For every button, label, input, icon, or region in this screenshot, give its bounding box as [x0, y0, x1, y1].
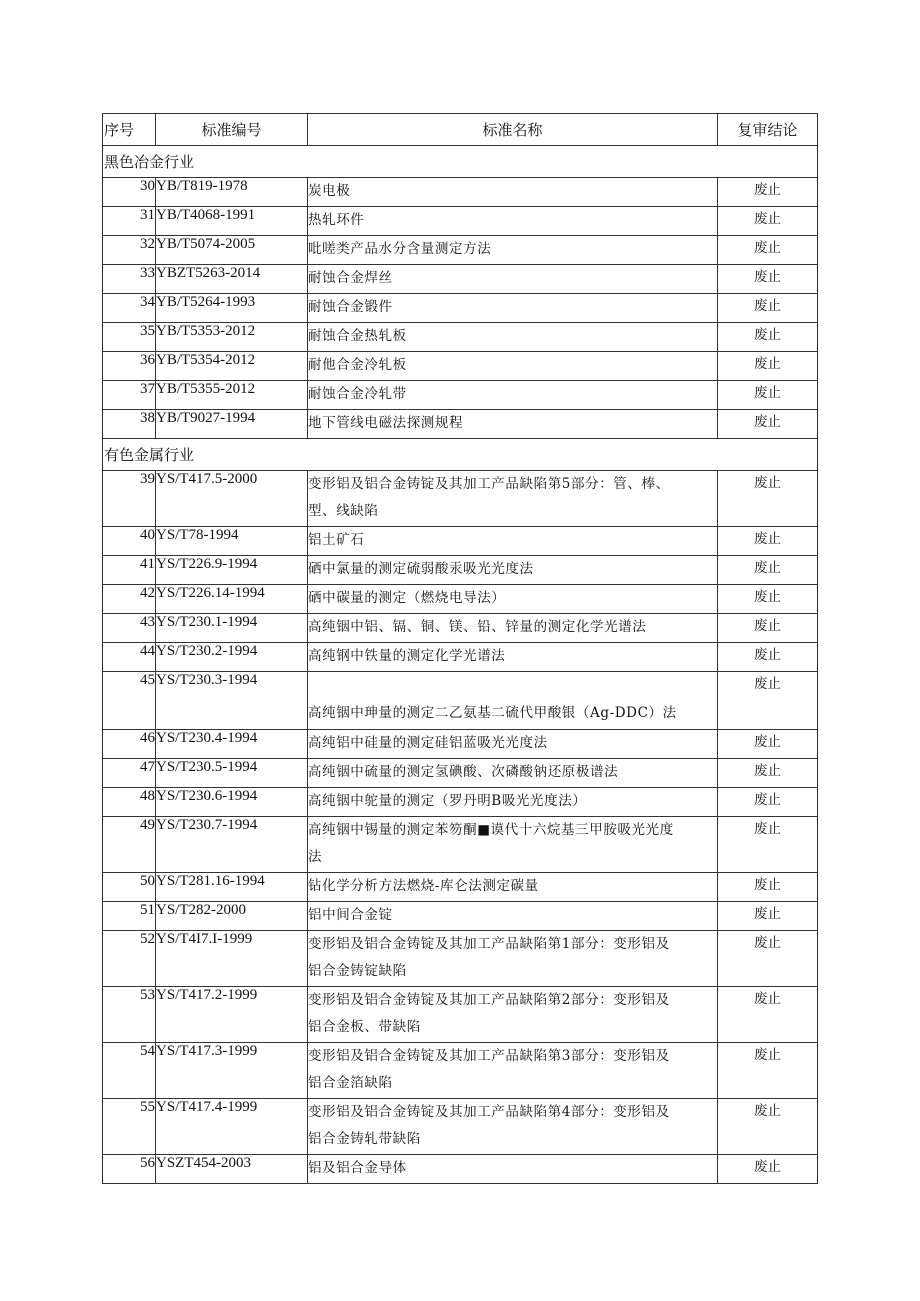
table-row — [103, 381, 818, 410]
standard-name-line: 型、线缺陷 — [308, 503, 379, 519]
standard-code-cell: YS/T78-1994 — [156, 527, 308, 556]
serial-number-cell: 36 — [103, 352, 156, 381]
serial-number-cell: 38 — [103, 410, 156, 439]
table-row — [103, 788, 818, 817]
standard-name-cell: 耐蚀合金热轧板 — [308, 323, 718, 352]
standard-code-cell: YB/T5264-1993 — [156, 294, 308, 323]
standard-code-cell: YSZT454-2003 — [156, 1155, 308, 1184]
standard-name-line: 铝合金箔缺陷 — [308, 1075, 393, 1091]
serial-number-cell: 41 — [103, 556, 156, 585]
serial-number-cell: 40 — [103, 527, 156, 556]
standard-code-cell: YB/T5355-2012 — [156, 381, 308, 410]
review-conclusion-cell: 废止 — [718, 614, 818, 643]
standard-name-cell: 高纯铟中硫量的测定氢碘酸、次磷酸钠还原极谱法 — [308, 759, 718, 788]
standard-name-cell: 热轧环件 — [308, 207, 718, 236]
standard-name-cell: 铝及铝合金导体 — [308, 1155, 718, 1184]
standard-name-cell — [308, 987, 718, 1043]
standard-name-cell — [308, 471, 718, 527]
serial-number-cell: 34 — [103, 294, 156, 323]
review-conclusion-cell: 废止 — [718, 207, 818, 236]
standard-code-cell: YB/T4068-1991 — [156, 207, 308, 236]
standard-name-cell: 高纯铝中硅量的测定硅铝蓝吸光光度法 — [308, 730, 718, 759]
standard-name-line: 铝合金板、带缺陷 — [308, 1019, 421, 1035]
review-conclusion-cell: 废止 — [718, 1099, 818, 1155]
table-row — [103, 1099, 818, 1155]
section-row — [103, 439, 818, 471]
standard-name-cell: 硒中碳量的测定（燃烧电导法） — [308, 585, 718, 614]
standards-review-table — [102, 113, 818, 1184]
standard-code-cell: YS/T230.5-1994 — [156, 759, 308, 788]
standard-name-line: 法 — [308, 849, 323, 865]
standard-code-cell: YS/T281.16-1994 — [156, 873, 308, 902]
standard-name-cell: 耐蚀合金锻件 — [308, 294, 718, 323]
serial-number-cell: 46 — [103, 730, 156, 759]
table-row — [103, 643, 818, 672]
review-conclusion-cell: 废止 — [718, 759, 818, 788]
review-conclusion-cell: 废止 — [718, 381, 818, 410]
review-conclusion-cell: 废止 — [718, 730, 818, 759]
serial-number-cell: 48 — [103, 788, 156, 817]
table-row — [103, 585, 818, 614]
standard-name-line: 变形铝及铝合金铸锭及其加工产品缺陷第5部分：管、棒、 — [308, 476, 670, 492]
table-row — [103, 730, 818, 759]
table-row — [103, 556, 818, 585]
review-conclusion-cell: 废止 — [718, 352, 818, 381]
standard-name-cell: 高纯钢中铁量的测定化学光谱法 — [308, 643, 718, 672]
standard-code-cell: YBZT5263-2014 — [156, 265, 308, 294]
review-conclusion-cell: 废止 — [718, 817, 818, 873]
review-conclusion-cell: 废止 — [718, 1155, 818, 1184]
serial-number-cell: 31 — [103, 207, 156, 236]
standard-code-cell: YS/T230.3-1994 — [156, 672, 308, 730]
standard-code-cell: YS/T230.7-1994 — [156, 817, 308, 873]
standard-name-line: 铝合金铸锭缺陷 — [308, 963, 407, 979]
table-row — [103, 759, 818, 788]
table-row — [103, 527, 818, 556]
table-row — [103, 672, 818, 730]
standard-code-cell: YS/T417.4-1999 — [156, 1099, 308, 1155]
table-row — [103, 902, 818, 931]
serial-number-cell: 42 — [103, 585, 156, 614]
standard-name-cell — [308, 931, 718, 987]
standard-code-cell: YS/T230.1-1994 — [156, 614, 308, 643]
review-conclusion-cell: 废止 — [718, 236, 818, 265]
standard-name-cell: 耐蚀合金冷轧带 — [308, 381, 718, 410]
standard-name-cell: 高纯铟中珅量的测定二乙氨基二硫代甲酸银（Ag-DDC）法 — [308, 672, 718, 730]
serial-number-cell: 53 — [103, 987, 156, 1043]
section-title: 黑色冶金行业 — [103, 146, 818, 178]
serial-number-cell: 33 — [103, 265, 156, 294]
serial-number-cell: 52 — [103, 931, 156, 987]
standard-code-cell: YB/T5354-2012 — [156, 352, 308, 381]
serial-number-cell: 44 — [103, 643, 156, 672]
review-conclusion-cell: 废止 — [718, 323, 818, 352]
header-standard-code: 标准编号 — [156, 114, 308, 146]
standard-code-cell: YS/T230.4-1994 — [156, 730, 308, 759]
standard-name-cell: 耐他合金冷轧板 — [308, 352, 718, 381]
serial-number-cell: 30 — [103, 178, 156, 207]
serial-number-cell: 43 — [103, 614, 156, 643]
review-conclusion-cell: 废止 — [718, 471, 818, 527]
table-row — [103, 931, 818, 987]
review-conclusion-cell: 废止 — [718, 556, 818, 585]
serial-number-cell: 32 — [103, 236, 156, 265]
section-title: 有色金属行业 — [103, 439, 818, 471]
table-row — [103, 236, 818, 265]
standard-name-line: 变形铝及铝合金铸锭及其加工产品缺陷第4部分：变形铝及 — [308, 1104, 670, 1120]
table-row — [103, 178, 818, 207]
standard-name-line: 变形铝及铝合金铸锭及其加工产品缺陷第1部分：变形铝及 — [308, 936, 670, 952]
review-conclusion-cell: 废止 — [718, 931, 818, 987]
section-row — [103, 146, 818, 178]
serial-number-cell: 49 — [103, 817, 156, 873]
serial-number-cell: 50 — [103, 873, 156, 902]
standard-name-cell: 耐蚀合金焊丝 — [308, 265, 718, 294]
standard-code-cell: YS/T230.6-1994 — [156, 788, 308, 817]
table-row — [103, 410, 818, 439]
table-row — [103, 873, 818, 902]
standard-code-cell: YB/T819-1978 — [156, 178, 308, 207]
standard-name-line: 高纯铟中锡量的测定苯笏酮■谟代十六烷基三甲胺吸光光度 — [308, 822, 674, 838]
standard-code-cell: YS/T417.2-1999 — [156, 987, 308, 1043]
standard-code-cell: YS/T417.5-2000 — [156, 471, 308, 527]
standard-code-cell: YB/T5353-2012 — [156, 323, 308, 352]
table-body — [103, 146, 818, 1184]
table-row — [103, 614, 818, 643]
review-conclusion-cell: 废止 — [718, 1043, 818, 1099]
standard-code-cell: YS/T417.3-1999 — [156, 1043, 308, 1099]
standard-code-cell: YS/T226.14-1994 — [156, 585, 308, 614]
serial-number-cell: 51 — [103, 902, 156, 931]
review-conclusion-cell: 废止 — [718, 643, 818, 672]
standard-name-cell: 硒中氯量的测定硫弱酸汞吸光光度法 — [308, 556, 718, 585]
table-row — [103, 1155, 818, 1184]
review-conclusion-cell: 废止 — [718, 527, 818, 556]
review-conclusion-cell: 废止 — [718, 873, 818, 902]
review-conclusion-cell: 废止 — [718, 294, 818, 323]
serial-number-cell: 56 — [103, 1155, 156, 1184]
table-row — [103, 352, 818, 381]
table-header-row — [103, 114, 818, 146]
standard-code-cell: YS/T230.2-1994 — [156, 643, 308, 672]
standard-name-cell: 高纯铟中鸵量的测定（罗丹明B吸光光度法） — [308, 788, 718, 817]
standard-name-cell: 炭电极 — [308, 178, 718, 207]
review-conclusion-cell: 废止 — [718, 902, 818, 931]
standard-name-cell — [308, 1043, 718, 1099]
standard-name-line: 铝合金铸轧带缺陷 — [308, 1131, 421, 1147]
serial-number-cell: 54 — [103, 1043, 156, 1099]
table-row — [103, 323, 818, 352]
standard-name-cell: 铝中间合金锭 — [308, 902, 718, 931]
standard-name-cell: 钻化学分析方法燃烧-库仑法测定碳量 — [308, 873, 718, 902]
standard-code-cell: YS/T4I7.I-1999 — [156, 931, 308, 987]
review-conclusion-cell: 废止 — [718, 672, 818, 730]
table-row — [103, 987, 818, 1043]
review-conclusion-cell: 废止 — [718, 987, 818, 1043]
standard-code-cell: YS/T282-2000 — [156, 902, 308, 931]
review-conclusion-cell: 废止 — [718, 410, 818, 439]
table-row — [103, 207, 818, 236]
serial-number-cell: 35 — [103, 323, 156, 352]
review-conclusion-cell: 废止 — [718, 265, 818, 294]
standard-name-cell: 吡嗟类产品水分含量测定方法 — [308, 236, 718, 265]
standard-name-line: 变形铝及铝合金铸锭及其加工产品缺陷第3部分：变形铝及 — [308, 1048, 670, 1064]
serial-number-cell: 37 — [103, 381, 156, 410]
standard-name-line: 变形铝及铝合金铸锭及其加工产品缺陷第2部分：变形铝及 — [308, 992, 670, 1008]
serial-number-cell: 39 — [103, 471, 156, 527]
header-serial-number: 序号 — [103, 114, 156, 146]
table-row — [103, 1043, 818, 1099]
table-row — [103, 265, 818, 294]
table-row — [103, 294, 818, 323]
review-conclusion-cell: 废止 — [718, 788, 818, 817]
standard-name-cell: 铝土矿石 — [308, 527, 718, 556]
review-conclusion-cell: 废止 — [718, 585, 818, 614]
header-standard-name: 标准名称 — [308, 114, 718, 146]
table-row — [103, 817, 818, 873]
standard-code-cell: YB/T5074-2005 — [156, 236, 308, 265]
standard-name-cell — [308, 817, 718, 873]
table-row — [103, 471, 818, 527]
standard-name-cell — [308, 1099, 718, 1155]
standard-code-cell: YS/T226.9-1994 — [156, 556, 308, 585]
serial-number-cell: 45 — [103, 672, 156, 730]
serial-number-cell: 47 — [103, 759, 156, 788]
standard-code-cell: YB/T9027-1994 — [156, 410, 308, 439]
header-review-conclusion: 复审结论 — [718, 114, 818, 146]
standard-name-cell: 地下管线电磁法探测规程 — [308, 410, 718, 439]
review-conclusion-cell: 废止 — [718, 178, 818, 207]
standard-name-cell: 高纯铟中铝、镉、铜、镁、铅、锌量的测定化学光谱法 — [308, 614, 718, 643]
serial-number-cell: 55 — [103, 1099, 156, 1155]
